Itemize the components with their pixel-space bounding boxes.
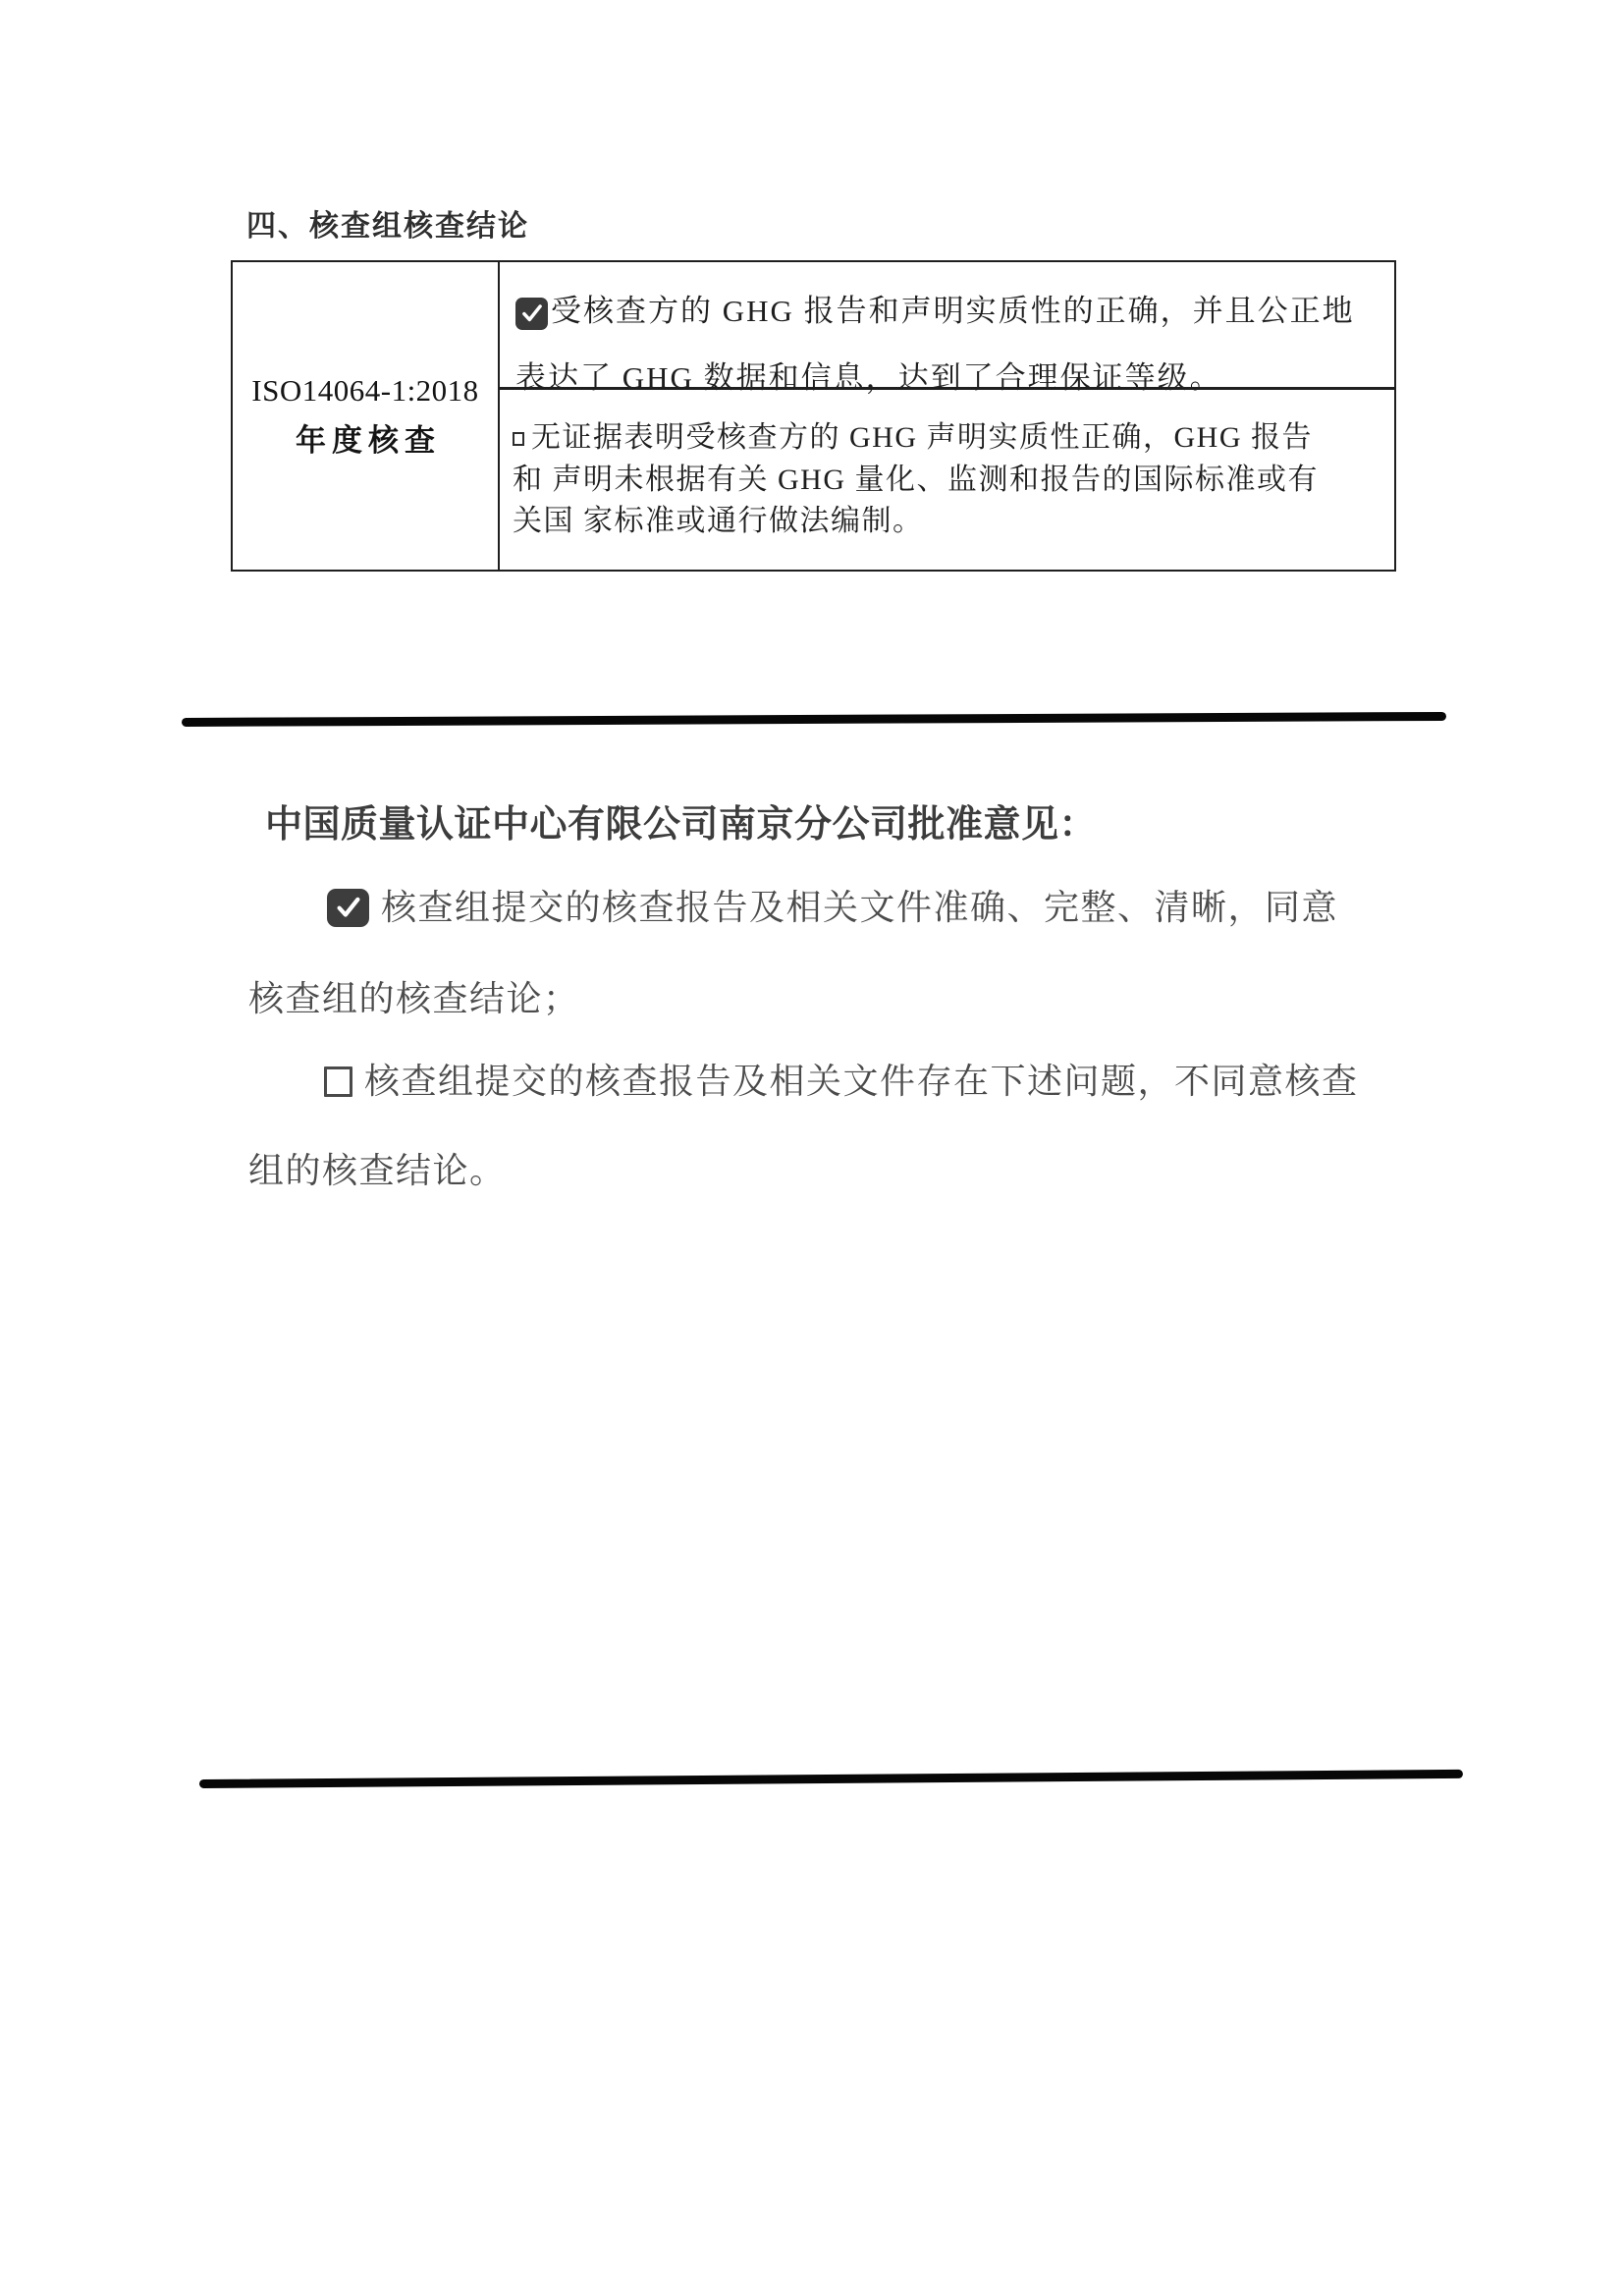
checkbox-checked-icon [515, 298, 548, 330]
checkbox-checked-icon [327, 889, 369, 927]
conclusion-option-positive [500, 262, 1394, 395]
verification-type: 年度核查 [296, 422, 441, 458]
section-heading: 四、核查组核查结论 [246, 210, 529, 243]
table-header-cell [233, 262, 500, 570]
option-text-line: 无证据表明受核查方的 GHG 声明实质性正确，GHG 报告 [531, 421, 1313, 454]
approval-disagree-text-line: 核查组提交的核查报告及相关文件存在下述问题，不同意核查 [364, 1062, 1359, 1101]
checkbox-unchecked-icon [513, 432, 524, 446]
approval-agree-text-line: 核查组提交的核查报告及相关文件准确、完整、清晰，同意 [381, 888, 1339, 927]
approval-disagree-text-line: 组的核查结论。 [248, 1151, 507, 1190]
approval-option-disagree [324, 1059, 1359, 1104]
checkbox-unchecked-icon [324, 1066, 352, 1097]
separator-line-bottom [199, 1770, 1463, 1788]
approval-heading: 中国质量认证中心有限公司南京分公司批准意见： [265, 804, 1098, 846]
check-mark-icon [519, 301, 545, 326]
separator-line-top [182, 712, 1446, 727]
approval-option-agree [327, 885, 1338, 930]
approval-agree-text-line: 核查组的核查结论； [248, 979, 580, 1018]
option-text-line: 表达了 GHG 数据和信息，达到了合理保证等级。 [515, 360, 1222, 395]
conclusion-table [231, 260, 1396, 572]
option-text-line: 和 声明未根据有关 GHG 量化、监测和报告的国际标准或有 [513, 463, 1319, 496]
check-mark-icon [333, 893, 364, 922]
option-text-line: 关国 家标准或通行做法编制。 [513, 505, 924, 537]
standard-name: ISO14064-1:2018 [251, 372, 479, 408]
conclusion-option-negative [500, 390, 1394, 570]
option-text-line: 受核查方的 GHG 报告和声明实质性的正确，并且公正地 [551, 294, 1355, 328]
